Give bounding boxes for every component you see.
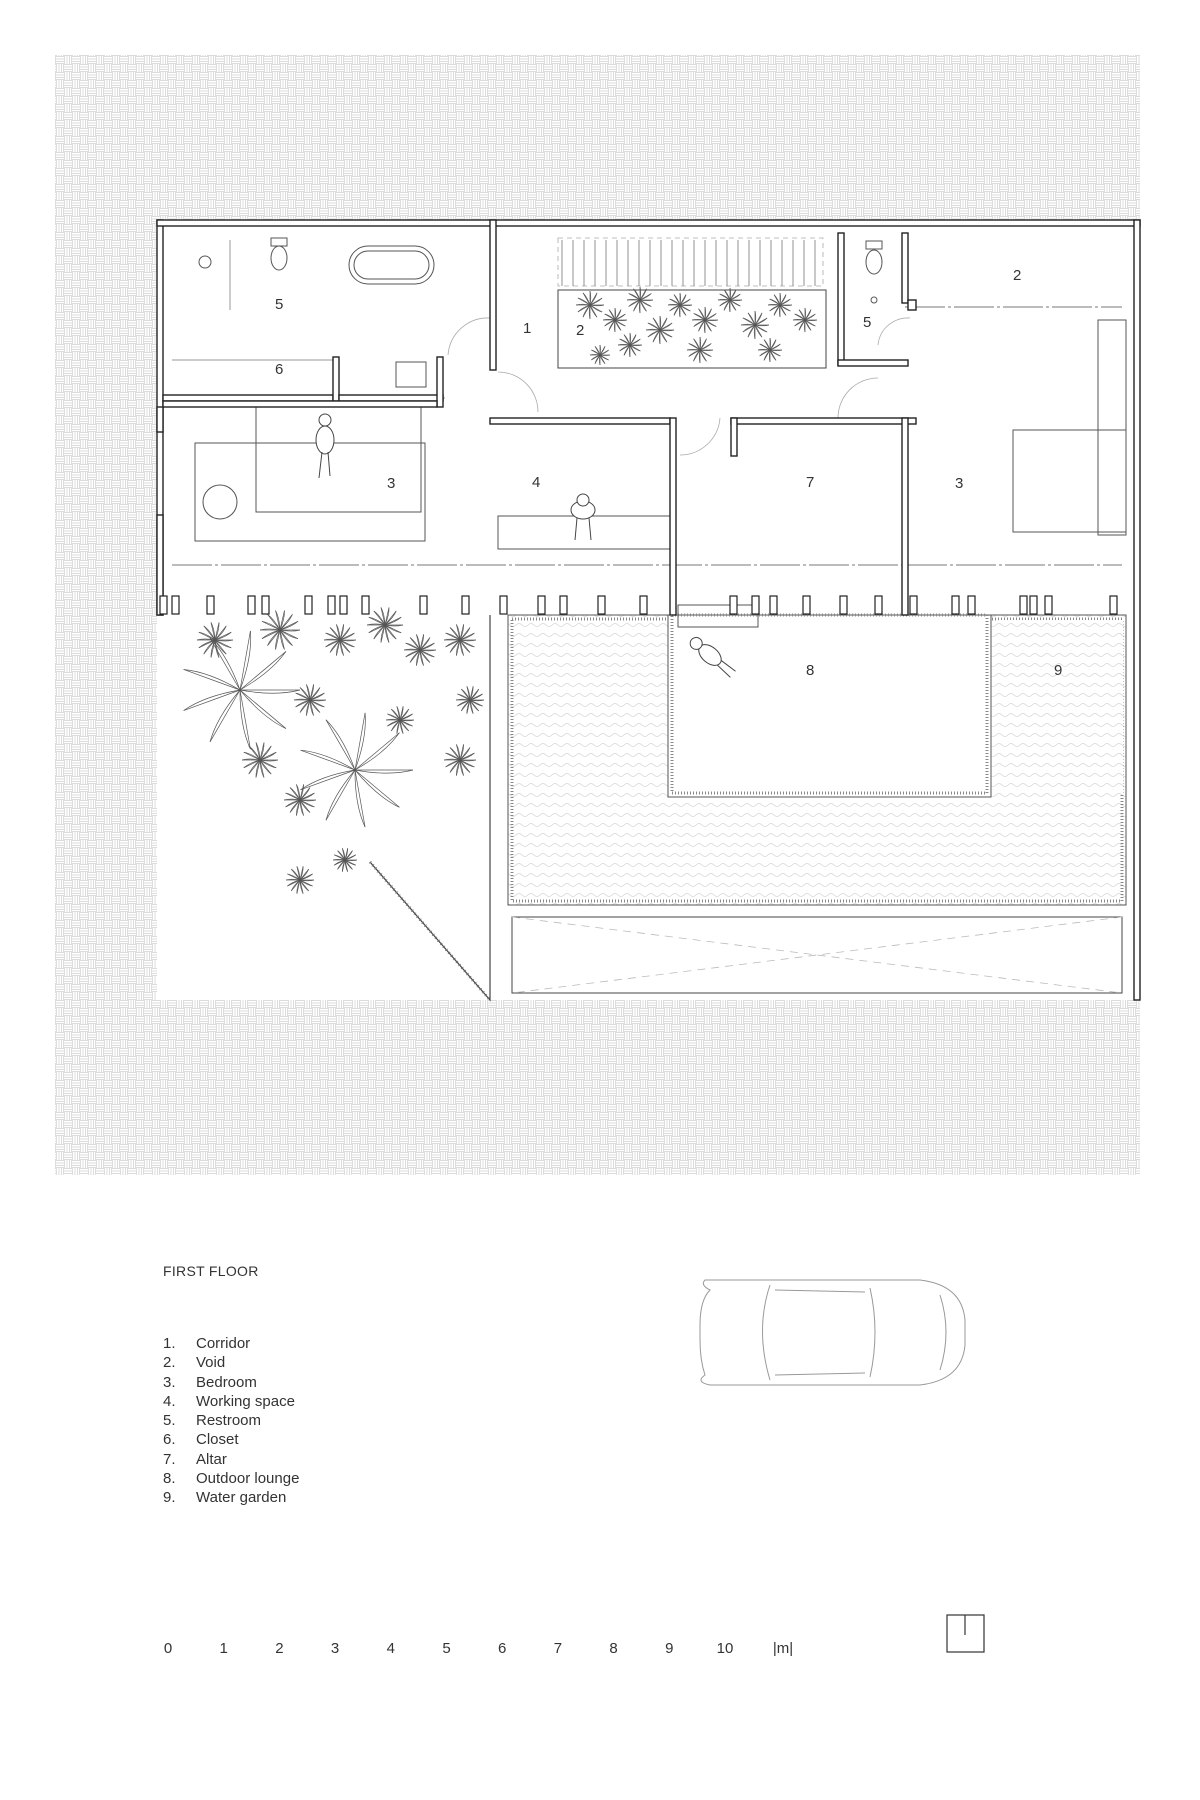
scale-tick-label: 6 — [498, 1640, 507, 1657]
scale-tick-label: 3 — [330, 1640, 340, 1657]
scale-tick-label: 10 — [716, 1640, 734, 1657]
legend-item — [163, 1450, 299, 1469]
facade-fin — [968, 596, 975, 614]
legend-item-number: 5. — [163, 1412, 176, 1430]
room-label-corridor: 1 — [523, 320, 532, 337]
legend-item-label: Closet — [196, 1431, 239, 1449]
facade-fin — [1045, 596, 1052, 614]
legend-item — [163, 1488, 299, 1507]
legend-item-label: Altar — [196, 1450, 227, 1468]
room-label-altar: 7 — [806, 474, 815, 491]
facade-fin — [328, 596, 335, 614]
legend-item-number: 3. — [163, 1373, 176, 1391]
legend-item — [163, 1353, 299, 1372]
facade-fin — [305, 596, 312, 614]
water-garden-pool — [508, 615, 1126, 905]
legend-item — [163, 1392, 299, 1411]
legend-item-number: 9. — [163, 1489, 176, 1507]
facade-fin — [730, 596, 737, 614]
legend-item-number: 2. — [163, 1354, 176, 1372]
facade-fin — [952, 596, 959, 614]
room-label-closet: 6 — [275, 361, 284, 378]
legend-item — [163, 1469, 299, 1488]
car — [700, 1280, 965, 1385]
facade-fin — [262, 596, 269, 614]
facade-fin — [840, 596, 847, 614]
room-label-restroom-b: 5 — [863, 314, 872, 331]
legend-item-label: Restroom — [196, 1412, 262, 1430]
facade-fin — [420, 596, 427, 614]
facade-fin — [500, 596, 507, 614]
facade-fin — [538, 596, 545, 614]
facade-fin — [1020, 596, 1027, 614]
facade-fin — [803, 596, 810, 614]
legend-item-label: Bedroom — [196, 1373, 257, 1391]
scale-tick-label: 2 — [275, 1640, 284, 1657]
drawing-title: FIRST FLOOR — [163, 1263, 259, 1279]
legend-item-number: 4. — [163, 1392, 176, 1410]
facade-fin — [1030, 596, 1037, 614]
legend-item-label: Corridor — [196, 1335, 251, 1352]
room-label-void-a: 2 — [576, 322, 585, 339]
scale-tick-label: 5 — [442, 1640, 451, 1657]
room-label-bedroom-a: 3 — [387, 475, 396, 492]
scale-tick-label: 1 — [219, 1640, 228, 1657]
room-label-restroom-a: 5 — [275, 296, 284, 313]
facade-fin — [248, 596, 255, 614]
facade-fin — [207, 596, 214, 614]
facade-fin — [160, 596, 167, 614]
scale-tick-label: 9 — [665, 1640, 674, 1657]
room-label-water-garden: 9 — [1054, 662, 1063, 679]
scale-tick-label: 7 — [553, 1640, 563, 1657]
legend-item — [163, 1334, 299, 1353]
legend-item — [163, 1411, 299, 1430]
room-label-void-b: 2 — [1013, 267, 1022, 284]
legend-item — [163, 1430, 299, 1449]
legend-item-number: 8. — [163, 1470, 176, 1488]
legend-item — [163, 1373, 299, 1392]
scale-tick-label: 4 — [386, 1640, 395, 1657]
facade-fin — [910, 596, 917, 614]
facade-fin — [172, 596, 179, 614]
facade-fin — [462, 596, 469, 614]
legend-item-label: Working space — [196, 1392, 295, 1410]
facade-fin — [770, 596, 777, 614]
legend-item-label: Water garden — [196, 1489, 287, 1507]
facade-fin — [598, 596, 605, 614]
facade-fin — [752, 596, 759, 614]
legend-item-number: 7. — [163, 1450, 176, 1468]
legend-item-number: 1. — [163, 1335, 176, 1352]
facade-fin — [362, 596, 369, 614]
legend — [163, 1334, 299, 1508]
scale-tick-label: 0 — [163, 1640, 173, 1657]
legend-item-label: Outdoor lounge — [196, 1470, 300, 1488]
facade-fin — [1110, 596, 1117, 614]
facade-fin — [340, 596, 347, 614]
scale-bar — [0, 1640, 1200, 1664]
scale-tick-label: 8 — [609, 1640, 618, 1657]
room-label-outdoor-lounge: 8 — [806, 662, 815, 679]
facade-fin — [640, 596, 647, 614]
legend-item-label: Void — [196, 1354, 226, 1372]
facade-fin — [875, 596, 882, 614]
scale-unit: |m| — [772, 1640, 794, 1657]
legend-item-number: 6. — [163, 1431, 176, 1449]
facade-fin — [560, 596, 567, 614]
room-label-bedroom-b: 3 — [955, 475, 964, 492]
room-label-working-space: 4 — [532, 474, 541, 491]
